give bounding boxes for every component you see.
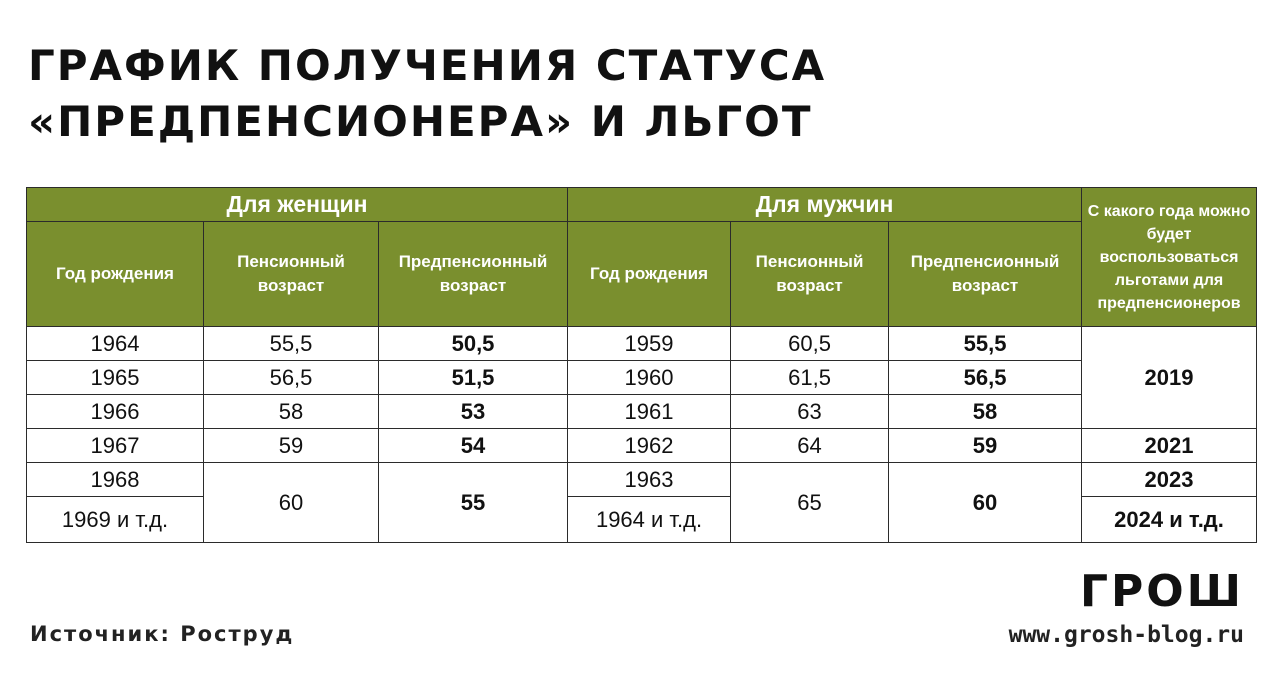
men-birth-year: 1960 bbox=[568, 361, 731, 395]
women-prepension-age-header: Предпенсионный возраст bbox=[379, 222, 568, 327]
women-birth-year: 1965 bbox=[27, 361, 204, 395]
women-prepension-age: 55 bbox=[379, 463, 568, 543]
grosh-logo: ГРОШ bbox=[1079, 566, 1244, 617]
men-pension-age: 61,5 bbox=[731, 361, 889, 395]
since-year-cell: 2019 bbox=[1082, 327, 1257, 429]
women-birth-year: 1969 и т.д. bbox=[27, 497, 204, 543]
table-row bbox=[27, 395, 1257, 429]
women-pension-age: 55,5 bbox=[204, 327, 379, 361]
women-birth-year: 1966 bbox=[27, 395, 204, 429]
women-group-header: Для женщин bbox=[27, 188, 568, 222]
women-prepension-age: 51,5 bbox=[379, 361, 568, 395]
prepension-table bbox=[26, 187, 1257, 543]
men-birth-year: 1963 bbox=[568, 463, 731, 497]
men-pension-age-header: Пенсионный возраст bbox=[731, 222, 889, 327]
women-birth-year: 1968 bbox=[27, 463, 204, 497]
women-prepension-age: 53 bbox=[379, 395, 568, 429]
men-prepension-age: 56,5 bbox=[889, 361, 1082, 395]
men-pension-age: 63 bbox=[731, 395, 889, 429]
men-group-header: Для мужчин bbox=[568, 188, 1082, 222]
men-birth-year-header: Год рождения bbox=[568, 222, 731, 327]
since-year-header: С какого года можно будет воспользоваться льготами для предпенсионеров bbox=[1082, 188, 1257, 327]
men-pension-age: 65 bbox=[731, 463, 889, 543]
source-note: Источник: Роструд bbox=[30, 622, 295, 646]
title-line-1: ГРАФИК ПОЛУЧЕНИЯ СТАТУСА bbox=[28, 41, 827, 90]
men-prepension-age: 58 bbox=[889, 395, 1082, 429]
table-row bbox=[27, 429, 1257, 463]
since-year-cell: 2024 и т.д. bbox=[1082, 497, 1257, 543]
women-pension-age-header: Пенсионный возраст bbox=[204, 222, 379, 327]
table-row bbox=[27, 327, 1257, 361]
men-prepension-age-header: Предпенсионный возраст bbox=[889, 222, 1082, 327]
women-birth-year: 1967 bbox=[27, 429, 204, 463]
since-year-cell: 2023 bbox=[1082, 463, 1257, 497]
women-pension-age: 56,5 bbox=[204, 361, 379, 395]
site-url: www.grosh-blog.ru bbox=[1008, 622, 1244, 648]
table-row bbox=[27, 463, 1257, 497]
men-prepension-age: 59 bbox=[889, 429, 1082, 463]
men-birth-year: 1959 bbox=[568, 327, 731, 361]
men-prepension-age: 60 bbox=[889, 463, 1082, 543]
women-pension-age: 58 bbox=[204, 395, 379, 429]
women-pension-age: 60 bbox=[204, 463, 379, 543]
men-prepension-age: 55,5 bbox=[889, 327, 1082, 361]
men-birth-year: 1961 bbox=[568, 395, 731, 429]
women-prepension-age: 54 bbox=[379, 429, 568, 463]
men-birth-year: 1964 и т.д. bbox=[568, 497, 731, 543]
men-pension-age: 60,5 bbox=[731, 327, 889, 361]
men-birth-year: 1962 bbox=[568, 429, 731, 463]
women-birth-year-header: Год рождения bbox=[27, 222, 204, 327]
title-line-2: «ПРЕДПЕНСИОНЕРА» И ЛЬГОТ bbox=[28, 97, 813, 146]
table-row bbox=[27, 361, 1257, 395]
since-year-cell: 2021 bbox=[1082, 429, 1257, 463]
men-pension-age: 64 bbox=[731, 429, 889, 463]
group-header-row bbox=[27, 188, 1257, 222]
women-pension-age: 59 bbox=[204, 429, 379, 463]
column-header-row bbox=[27, 222, 1257, 327]
women-prepension-age: 50,5 bbox=[379, 327, 568, 361]
page-title bbox=[28, 38, 826, 150]
women-birth-year: 1964 bbox=[27, 327, 204, 361]
